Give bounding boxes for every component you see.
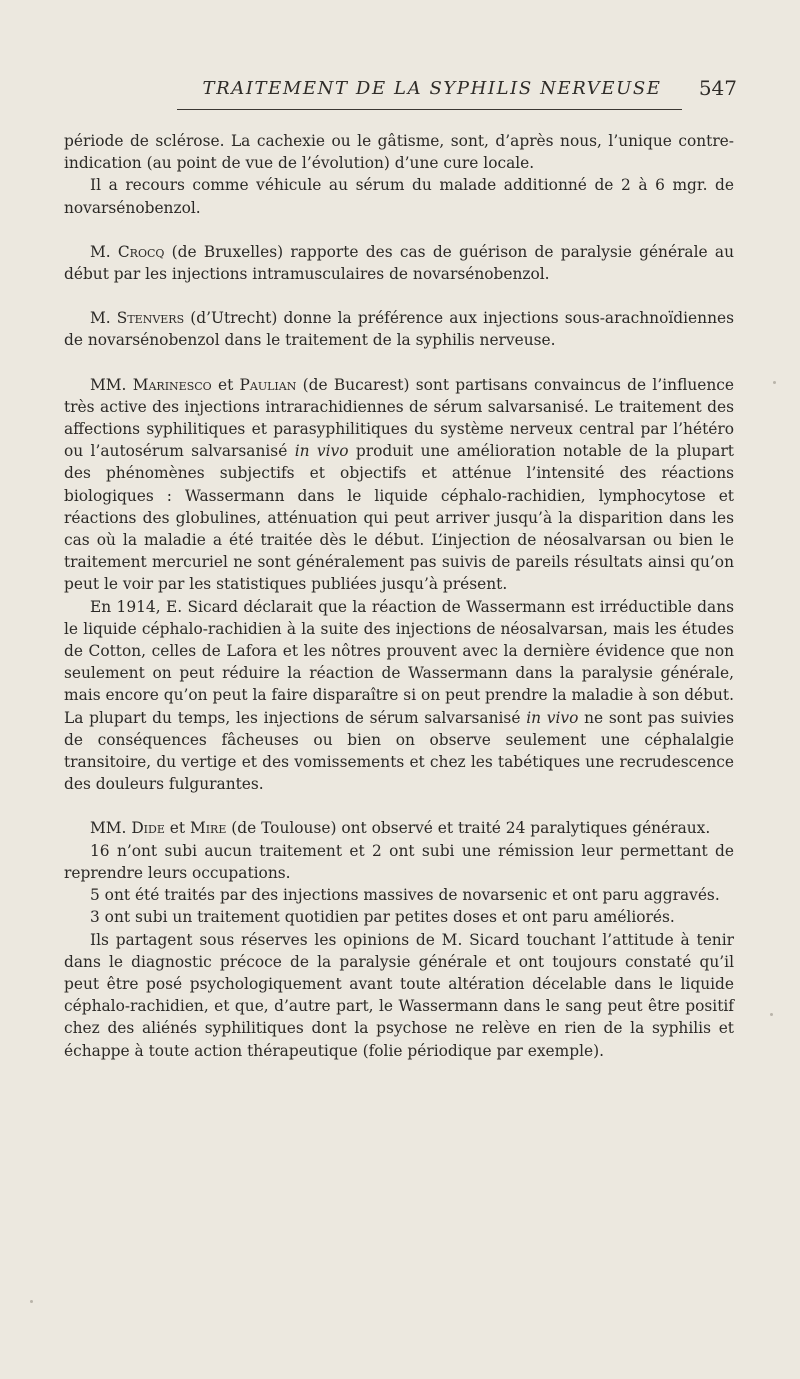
author-name: Paulian <box>239 375 297 394</box>
paragraph-2: Il a recours comme véhicule au sérum du malade additionné de 2 à 6 mgr. de novarsénobenzol. <box>64 176 734 217</box>
page-number: 547 <box>698 76 737 100</box>
section-gap <box>64 285 734 307</box>
author-prefix: M. <box>90 242 118 261</box>
paragraph-11: Ils partagent sous réserves les opinions de M. Sicard touchant l’attitude à tenir dans le diagnostic précoce de la paralysie générale et ont toujours constaté qu’il peut être posé psychologiquement avant toute altération décelable dans le liquide céphalo-rachidien, et que, d’autre part, le Wassermann dans le sang peut être positif chez des aliénés syphilitiques dont la psychose ne relève en rien de la syphilis et échappe à toute action thérapeutique (folie périodique par exemple). <box>64 930 734 1060</box>
paragraph-6 <box>64 596 734 796</box>
paragraph-7 <box>64 817 734 839</box>
paragraph-1: période de sclérose. La cachexie ou le gâtisme, sont, d’après nous, l’unique contre-indication (au point de vue de l’évolution) d’une cure locale. <box>64 132 734 173</box>
italic-term: in vivo <box>526 708 579 727</box>
paper-speck <box>773 381 776 384</box>
author-name: Marinesco <box>132 375 212 394</box>
running-header <box>62 78 737 108</box>
author-name: Stenvers <box>116 309 185 328</box>
paper-speck <box>770 1013 773 1016</box>
section-gap <box>64 352 734 374</box>
body-text <box>64 130 734 1062</box>
section-gap <box>64 795 734 817</box>
author-name: Crocq <box>117 242 165 261</box>
paragraph-text: produit une amélioration notable de la plupart des phénomènes subjectifs et objectifs et atténue l’intensité des réactions biologiques : Wassermann dans le liquide céphalo-rachidien, lymphocytose et réactions des globulines, atténuation qui peut arriver jusqu’à la disparition dans les cas où la maladie a été traitée dès le début. L’injection de néosalvarsan ou bien le traitement mercuriel ne sont généralement pas suivis de pareils résultats ainsi qu’on peut le voir par les statistiques publiées jusqu’à présent. <box>64 442 734 594</box>
paragraph-text: (de Toulouse) ont observé et traité 24 paralytiques généraux. <box>226 819 711 838</box>
author-name: Dide <box>131 819 165 838</box>
paragraph-text: (de Bucarest) sont partisans convaincus de l’influence très active des injections intrarachidiennes de sérum salvarsanisé. Le traitement des affections syphilitiques et parasyphilitiques du système nerveux central par l’hétéro ou l’autosérum salvarsanisé <box>64 375 734 461</box>
paragraph-text: En 1914, E. Sicard déclarait que la réaction de Wassermann est irréductible dans le liquide céphalo-rachidien à la suite des injections de néosalvarsan, mais les études de Cotton, celles de Lafora et les nôtres prouvent avec la dernière évidence que non seulement on peut réduire la réaction de Wassermann dans la paralysie générale, mais encore qu’on peut la faire disparaître si on peut prendre la maladie à son début. La plupart du temps, les injections de sérum salvarsanisé <box>64 597 734 727</box>
paragraph-9: 5 ont été traités par des injections massives de novarsenic et ont paru aggravés. <box>90 886 720 905</box>
paragraph-8: 16 n’ont subi aucun traitement et 2 ont subi une rémission leur permettant de reprendre leurs occupations. <box>64 841 734 882</box>
paragraph-5 <box>64 374 734 596</box>
author-name: Mire <box>189 819 227 838</box>
paragraph-text: (d’Utrecht) donne la préférence aux injections sous-arachnoïdiennes de novarsénobenzol dans le traitement de la syphilis nerveuse. <box>64 309 734 350</box>
header-rule <box>177 109 682 110</box>
paragraph-text: ne sont pas suivies de conséquences fâcheuses ou bien on observe seulement une céphalalgie transitoire, du vertige et des vomissements et chez les tabétiques une recrudescence des douleurs fulgurantes. <box>64 708 734 794</box>
author-prefix: M. <box>90 309 117 328</box>
paragraph-4 <box>64 307 734 351</box>
author-prefix: MM. <box>90 375 133 394</box>
conjunction: et <box>211 375 240 394</box>
italic-term: in vivo <box>294 442 349 461</box>
paragraph-3 <box>64 241 734 285</box>
paragraph-text: (de Bruxelles) rapporte des cas de guérison de paralysie générale au début par les injections intramusculaires de novarsénobenzol. <box>64 242 734 284</box>
author-prefix: MM. <box>90 819 132 838</box>
section-gap <box>64 219 734 241</box>
paper-speck <box>30 1300 33 1303</box>
running-title: TRAITEMENT DE LA SYPHILIS NERVEUSE <box>202 78 662 99</box>
paragraph-10: 3 ont subi un traitement quotidien par petites doses et ont paru améliorés. <box>90 908 675 927</box>
conjunction: et <box>164 819 190 838</box>
